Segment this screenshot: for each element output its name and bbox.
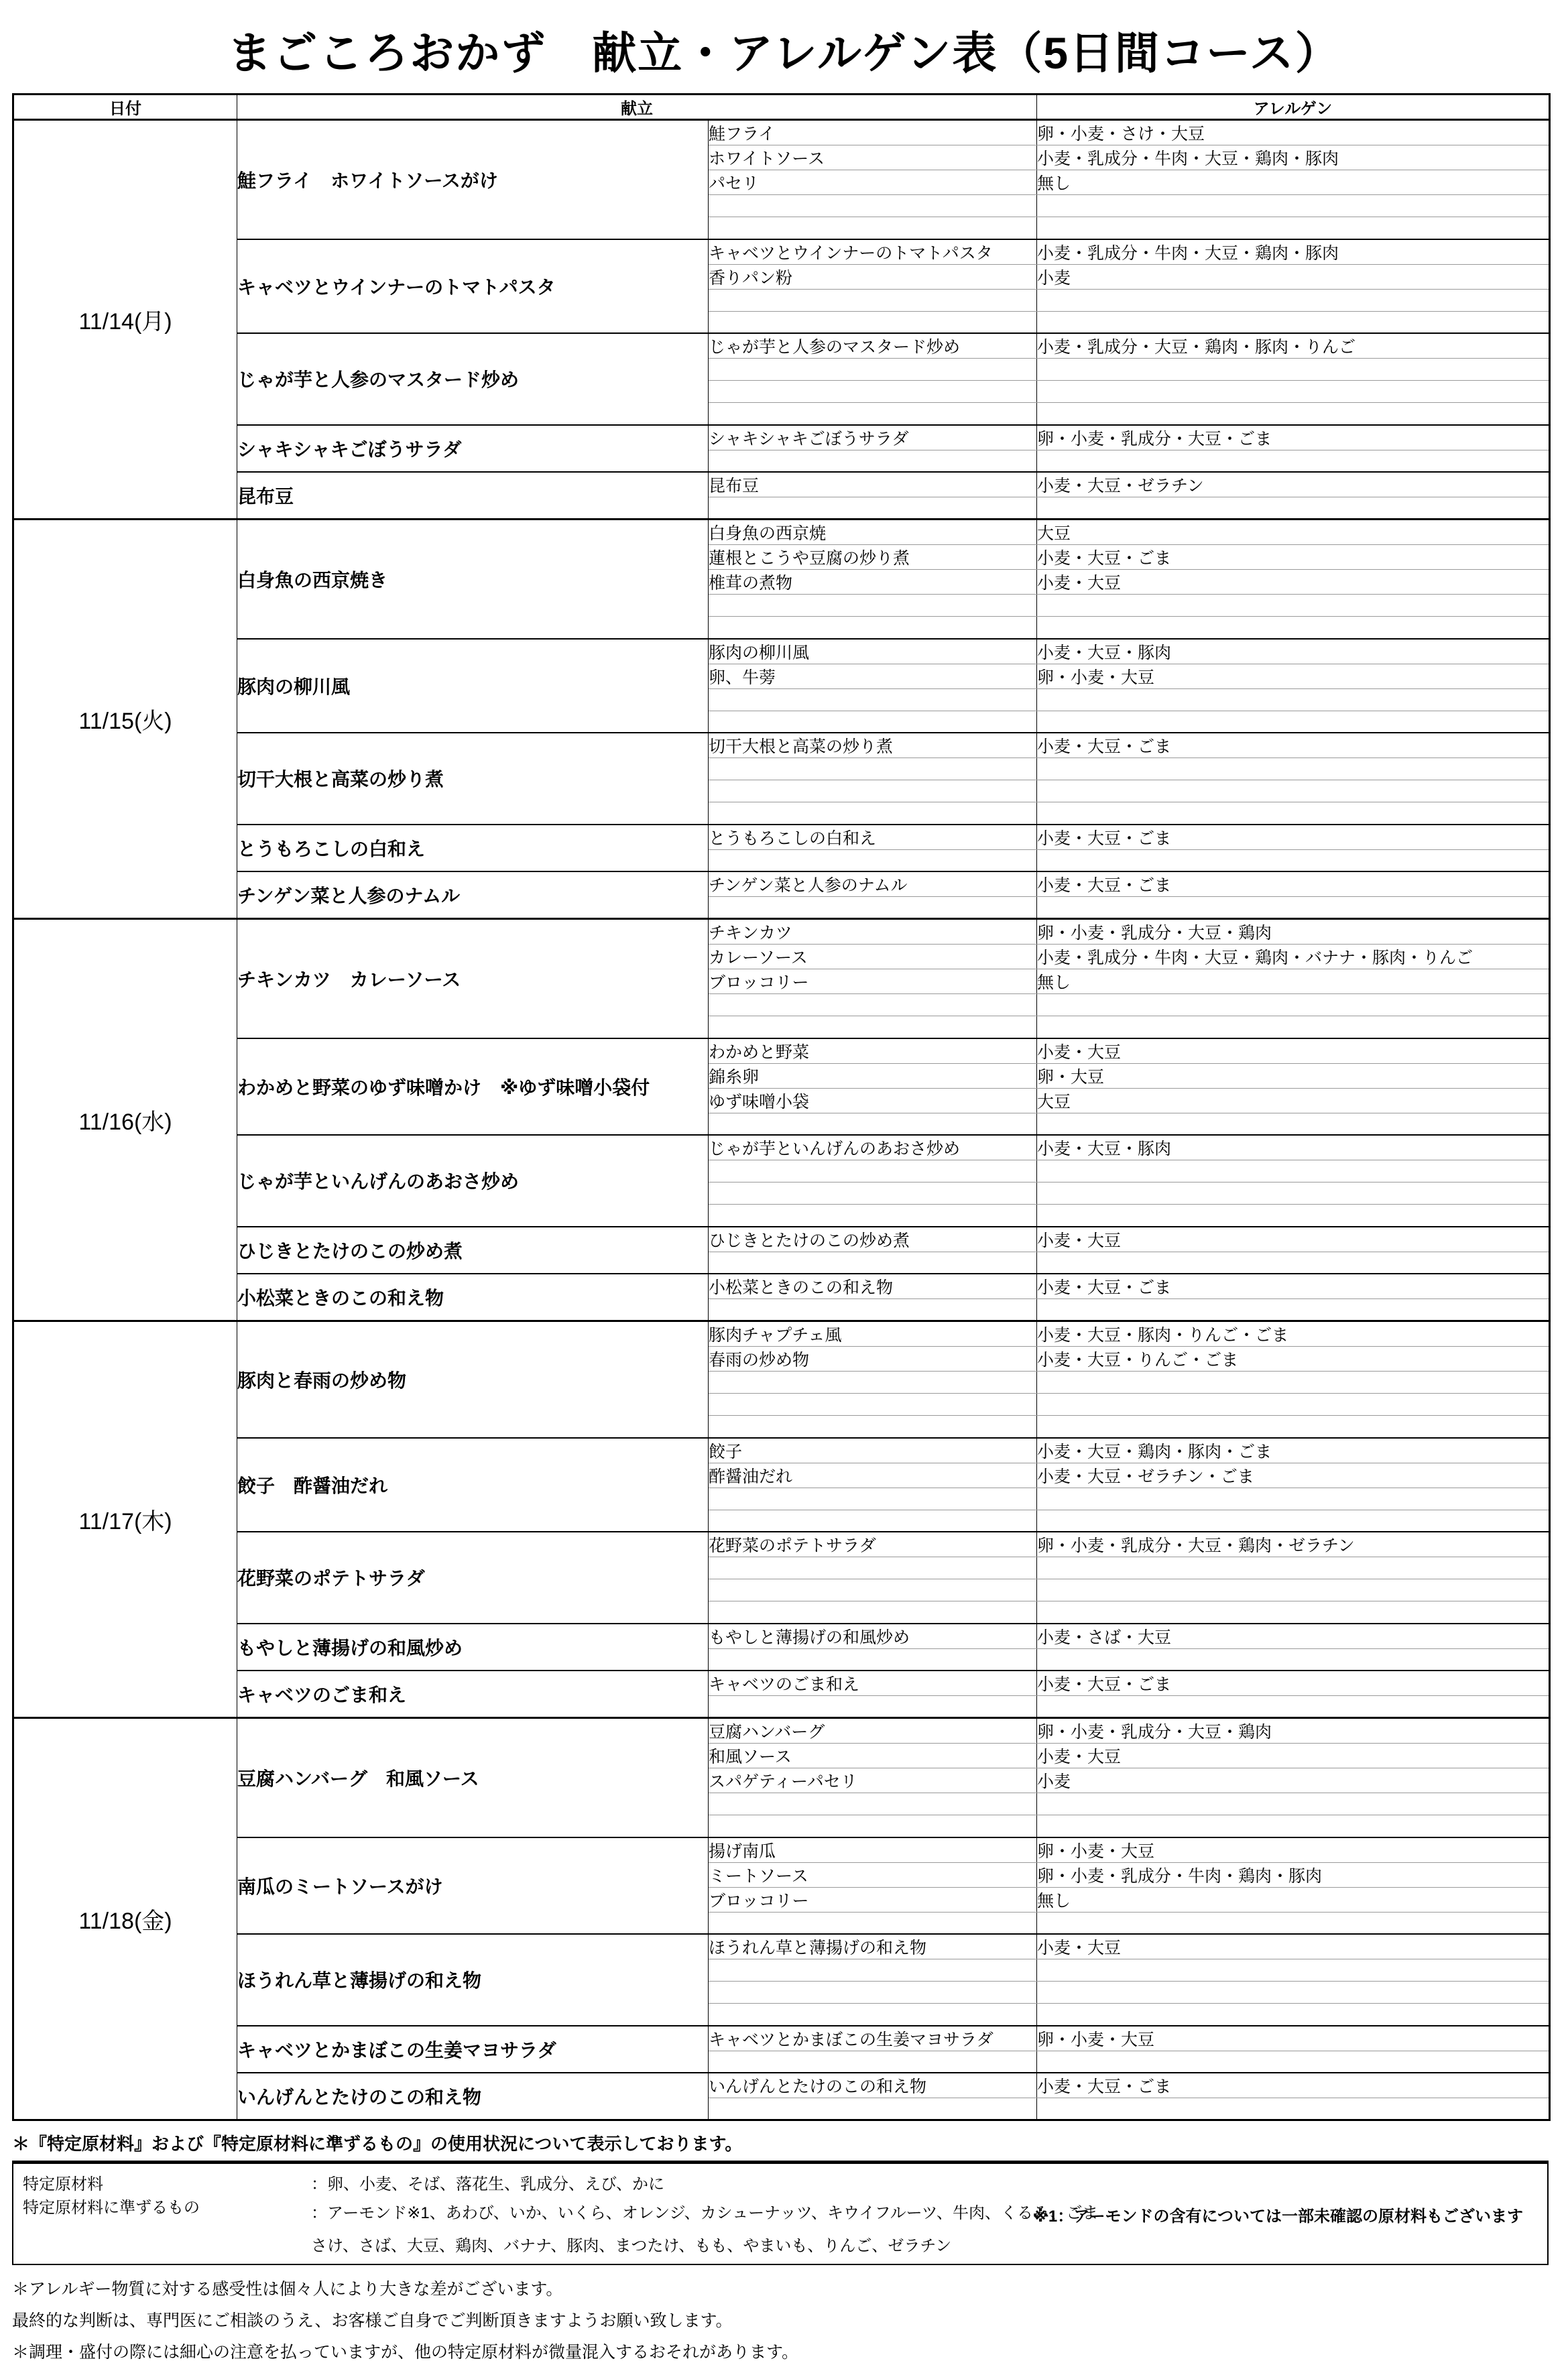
menu-item-cell: もやしと薄揚げの和風炒め <box>709 1624 1037 1649</box>
table-row <box>13 1624 1550 1649</box>
allergen-cell <box>1037 994 1550 1016</box>
menu-item-cell: 豚肉の柳川風 <box>709 639 1037 664</box>
table-row <box>13 1321 1550 1347</box>
allergen-cell: 小麦・大豆・ゼラチン・ごま <box>1037 1463 1550 1488</box>
allergen-cell <box>1037 1982 1550 2004</box>
allergen-cell: 小麦・乳成分・牛肉・大豆・鶏肉・バナナ・豚肉・りんご <box>1037 945 1550 969</box>
allergen-cell <box>1037 1488 1550 1510</box>
table-row <box>13 520 1550 545</box>
menu-item-cell <box>709 1510 1037 1532</box>
allergen-cell: 小麦・大豆 <box>1037 1038 1550 1064</box>
header-date: 日付 <box>13 95 237 120</box>
legend-value-quasi-line1: ：アーモンド※1、あわび、いか、いくら、オレンジ、カシューナッツ、キウイフルーツ、牛肉、くるみ、ごま <box>311 2204 1099 2222</box>
menu-item-cell <box>709 617 1037 639</box>
header-allergen: アレルゲン <box>1037 95 1550 120</box>
allergen-cell <box>1037 2098 1550 2120</box>
menu-item-cell: いんげんとたけのこの和え物 <box>709 2073 1037 2098</box>
allergen-cell <box>1037 802 1550 825</box>
table-row <box>13 1038 1550 1064</box>
menu-item-cell <box>709 711 1037 733</box>
legend-box <box>12 2163 1549 2265</box>
footer-notes <box>12 2276 1568 2363</box>
allergen-cell <box>1037 1160 1550 1183</box>
table-row <box>13 1227 1550 1252</box>
dish-name-cell: チンゲン菜と人参のナムル <box>237 871 709 919</box>
menu-item-cell <box>709 403 1037 425</box>
allergen-cell: 卵・小麦・さけ・大豆 <box>1037 120 1550 145</box>
allergen-cell <box>1037 758 1550 780</box>
allergen-cell: 小麦・大豆・ごま <box>1037 733 1550 758</box>
menu-item-cell: ひじきとたけのこの炒め煮 <box>709 1227 1037 1252</box>
menu-item-cell <box>709 1601 1037 1624</box>
date-cell: 11/18(金) <box>13 1718 237 2120</box>
allergen-cell <box>1037 1793 1550 1815</box>
menu-item-cell <box>709 688 1037 711</box>
allergen-cell: 卵・小麦・大豆 <box>1037 664 1550 688</box>
allergen-cell <box>1037 450 1550 472</box>
menu-item-cell: 椎茸の煮物 <box>709 570 1037 595</box>
allergen-cell <box>1037 1372 1550 1394</box>
table-row <box>13 871 1550 897</box>
table-row <box>13 919 1550 945</box>
menu-item-cell <box>709 450 1037 472</box>
menu-item-cell <box>709 1016 1037 1038</box>
table-row <box>13 425 1550 450</box>
allergen-cell <box>1037 1205 1550 1227</box>
allergen-cell <box>1037 1252 1550 1274</box>
menu-item-cell <box>709 1252 1037 1274</box>
dish-name-cell: キャベツとウインナーのトマトパスタ <box>237 239 709 334</box>
allergen-cell: 卵・小麦・乳成分・大豆・鶏肉 <box>1037 1718 1550 1744</box>
menu-item-cell: とうもろこしの白和え <box>709 825 1037 850</box>
table-row <box>13 472 1550 497</box>
allergen-cell: 卵・小麦・乳成分・大豆・鶏肉・ゼラチン <box>1037 1532 1550 1557</box>
allergen-cell <box>1037 1557 1550 1579</box>
table-row <box>13 733 1550 758</box>
dish-name-cell: 豆腐ハンバーグ 和風ソース <box>237 1718 709 1837</box>
menu-item-cell: 豚肉チャプチェ風 <box>709 1321 1037 1347</box>
dish-name-cell: キャベツのごま和え <box>237 1671 709 1718</box>
legend-value-quasi-line2: さけ、さば、大豆、鶏肉、バナナ、豚肉、まつたけ、もも、やまいも、りんご、ゼラチン <box>311 2237 952 2255</box>
menu-item-cell: キャベツとかまぼこの生姜マヨサラダ <box>709 2026 1037 2051</box>
allergen-cell: 卵・小麦・大豆 <box>1037 1837 1550 1863</box>
menu-item-cell <box>709 1416 1037 1438</box>
allergen-cell: 小麦・大豆・ゼラチン <box>1037 472 1550 497</box>
menu-item-cell: 揚げ南瓜 <box>709 1837 1037 1863</box>
menu-item-cell <box>709 1959 1037 1982</box>
menu-item-cell: 香りパン粉 <box>709 264 1037 289</box>
allergen-cell: 小麦・大豆・鶏肉・豚肉・ごま <box>1037 1438 1550 1463</box>
allergen-cell <box>1037 595 1550 617</box>
dish-name-cell: 小松菜ときのこの和え物 <box>237 1274 709 1321</box>
dish-name-cell: チキンカツ カレーソース <box>237 919 709 1038</box>
dish-name-cell: ひじきとたけのこの炒め煮 <box>237 1227 709 1274</box>
allergen-cell: 小麦・大豆・ごま <box>1037 545 1550 570</box>
menu-item-cell <box>709 195 1037 217</box>
footer-note-line: 最終的な判断は、専門医にご相談のうえ、お客様ご自身でご判断頂きますようお願い致します。 <box>12 2311 733 2330</box>
menu-item-cell: キャベツのごま和え <box>709 1671 1037 1696</box>
allergen-cell: 大豆 <box>1037 520 1550 545</box>
table-row <box>13 333 1550 359</box>
table-row <box>13 1274 1550 1299</box>
menu-item-cell: シャキシャキごぼうサラダ <box>709 425 1037 450</box>
dish-name-cell: 花野菜のポテトサラダ <box>237 1532 709 1624</box>
allergen-cell: 小麦 <box>1037 1768 1550 1793</box>
menu-item-cell <box>709 1372 1037 1394</box>
menu-item-cell: パセリ <box>709 170 1037 195</box>
allergen-cell <box>1037 780 1550 802</box>
menu-item-cell: キャベツとウインナーのトマトパスタ <box>709 239 1037 265</box>
allergen-cell <box>1037 195 1550 217</box>
menu-item-cell: 蓮根とこうや豆腐の炒り煮 <box>709 545 1037 570</box>
table-row <box>13 2026 1550 2051</box>
menu-item-cell: 鮭フライ <box>709 120 1037 145</box>
allergen-cell: 小麦・乳成分・牛肉・大豆・鶏肉・豚肉 <box>1037 145 1550 170</box>
menu-item-cell <box>709 1982 1037 2004</box>
allergen-cell <box>1037 289 1550 311</box>
dish-name-cell: 切干大根と高菜の炒り煮 <box>237 733 709 825</box>
allergen-cell <box>1037 1696 1550 1718</box>
menu-item-cell <box>709 849 1037 871</box>
menu-item-cell: 白身魚の西京焼 <box>709 520 1037 545</box>
menu-item-cell: じゃが芋と人参のマスタード炒め <box>709 333 1037 359</box>
allergen-cell: 小麦・大豆 <box>1037 1934 1550 1959</box>
menu-item-cell <box>709 497 1037 520</box>
allergen-table <box>12 93 1551 2121</box>
dish-name-cell: 鮭フライ ホワイトソースがけ <box>237 120 709 239</box>
menu-item-cell <box>709 1579 1037 1601</box>
allergen-cell <box>1037 1016 1550 1038</box>
dish-name-cell: キャベツとかまぼこの生姜マヨサラダ <box>237 2026 709 2073</box>
allergen-cell: 無し <box>1037 969 1550 994</box>
dish-name-cell: とうもろこしの白和え <box>237 825 709 872</box>
allergen-cell: 小麦・大豆・ごま <box>1037 871 1550 897</box>
date-cell: 11/17(木) <box>13 1321 237 1718</box>
dish-name-cell: いんげんとたけのこの和え物 <box>237 2073 709 2120</box>
menu-item-cell: 酢醤油だれ <box>709 1463 1037 1488</box>
allergen-cell <box>1037 1579 1550 1601</box>
menu-item-cell <box>709 2051 1037 2073</box>
dish-name-cell: 豚肉の柳川風 <box>237 639 709 733</box>
allergen-cell <box>1037 1959 1550 1982</box>
allergen-cell <box>1037 897 1550 919</box>
menu-item-cell: ブロッコリー <box>709 1887 1037 1912</box>
allergen-cell: 小麦・大豆・ごま <box>1037 825 1550 850</box>
allergen-cell <box>1037 1394 1550 1416</box>
dish-name-cell: 豚肉と春雨の炒め物 <box>237 1321 709 1438</box>
allergen-cell: 小麦・大豆・豚肉 <box>1037 1135 1550 1160</box>
dish-name-cell: ほうれん草と薄揚げの和え物 <box>237 1934 709 2026</box>
menu-item-cell <box>709 289 1037 311</box>
menu-item-cell <box>709 1488 1037 1510</box>
menu-item-cell <box>709 217 1037 239</box>
menu-item-cell <box>709 1815 1037 1837</box>
allergen-cell <box>1037 311 1550 333</box>
legend-row-specified <box>23 2171 1547 2194</box>
dish-name-cell: わかめと野菜のゆず味噌かけ ※ゆず味噌小袋付 <box>237 1038 709 1136</box>
menu-item-cell: 餃子 <box>709 1438 1037 1463</box>
allergen-cell <box>1037 617 1550 639</box>
menu-item-cell: 昆布豆 <box>709 472 1037 497</box>
allergen-cell: 大豆 <box>1037 1088 1550 1113</box>
menu-item-cell: カレーソース <box>709 945 1037 969</box>
allergen-cell: 小麦 <box>1037 264 1550 289</box>
allergen-cell: 小麦・大豆 <box>1037 1744 1550 1768</box>
legend-label-quasi: 特定原材料に準ずるもの <box>23 2199 200 2217</box>
table-row <box>13 1438 1550 1463</box>
menu-item-cell: 豆腐ハンバーグ <box>709 1718 1037 1744</box>
allergen-cell <box>1037 849 1550 871</box>
allergen-cell: 小麦・大豆 <box>1037 570 1550 595</box>
menu-item-cell: ホワイトソース <box>709 145 1037 170</box>
allergen-cell <box>1037 1912 1550 1934</box>
menu-item-cell: 切干大根と高菜の炒り煮 <box>709 733 1037 758</box>
table-row <box>13 639 1550 664</box>
menu-item-cell <box>709 2098 1037 2120</box>
menu-item-cell: ミートソース <box>709 1862 1037 1887</box>
menu-item-cell <box>709 758 1037 780</box>
allergen-cell: 小麦・乳成分・大豆・鶏肉・豚肉・りんご <box>1037 333 1550 359</box>
menu-item-cell: わかめと野菜 <box>709 1038 1037 1064</box>
allergen-cell: 卵・小麦・乳成分・大豆・鶏肉 <box>1037 919 1550 945</box>
menu-item-cell: ブロッコリー <box>709 969 1037 994</box>
allergen-cell <box>1037 359 1550 381</box>
menu-item-cell <box>709 994 1037 1016</box>
table-header-row <box>13 95 1550 120</box>
menu-item-cell: ほうれん草と薄揚げの和え物 <box>709 1934 1037 1959</box>
menu-item-cell: チンゲン菜と人参のナムル <box>709 871 1037 897</box>
table-row <box>13 1135 1550 1160</box>
date-cell: 11/14(月) <box>13 120 237 520</box>
page-title: まごころおかず 献立・アレルゲン表（5日間コース） <box>227 28 1341 78</box>
legend-label-specified: 特定原材料 <box>23 2175 103 2193</box>
menu-item-cell: 春雨の炒め物 <box>709 1347 1037 1372</box>
table-row <box>13 1934 1550 1959</box>
footer-note-line: ＊アレルギー物質に対する感受性は個々人により大きな差がございます。 <box>12 2280 563 2299</box>
allergen-cell: 卵・小麦・乳成分・大豆・ごま <box>1037 425 1550 450</box>
menu-item-cell: スパゲティーパセリ <box>709 1768 1037 1793</box>
allergen-cell <box>1037 1299 1550 1321</box>
menu-item-cell <box>709 1648 1037 1671</box>
allergen-cell: 小麦・大豆 <box>1037 1227 1550 1252</box>
menu-item-cell <box>709 1160 1037 1183</box>
allergen-cell <box>1037 1648 1550 1671</box>
legend-value-specified: ：卵、小麦、そば、落花生、乳成分、えび、かに <box>311 2175 665 2193</box>
allergen-cell: 小麦・大豆・ごま <box>1037 1274 1550 1299</box>
menu-item-cell <box>709 595 1037 617</box>
allergen-cell: 小麦・大豆・りんご・ごま <box>1037 1347 1550 1372</box>
dish-name-cell: 餃子 酢醤油だれ <box>237 1438 709 1532</box>
legend-note-almond: ※1：アーモンドの含有については一部未確認の原材料もございます <box>1032 2207 1523 2226</box>
table-row <box>13 239 1550 265</box>
menu-item-cell <box>709 897 1037 919</box>
date-cell: 11/15(火) <box>13 520 237 919</box>
footer-note-line: ＊調理・盛付の際には細心の注意を払っていますが、他の特定原材料が微量混入するおそれがあります。 <box>12 2343 799 2362</box>
dish-name-cell: 南瓜のミートソースがけ <box>237 1837 709 1935</box>
menu-item-cell: じゃが芋といんげんのあおさ炒め <box>709 1135 1037 1160</box>
usage-note: ＊『特定原材料』および『特定原材料に準ずるもの』の使用状況について表示しております。 <box>12 2130 1549 2163</box>
allergen-cell <box>1037 688 1550 711</box>
table-row <box>13 825 1550 850</box>
allergen-cell: 小麦・大豆・豚肉・りんご・ごま <box>1037 1321 1550 1347</box>
menu-item-cell <box>709 359 1037 381</box>
allergen-cell: 小麦・大豆・ごま <box>1037 2073 1550 2098</box>
allergen-cell <box>1037 497 1550 520</box>
dish-name-cell: 昆布豆 <box>237 472 709 520</box>
allergen-cell <box>1037 1416 1550 1438</box>
menu-item-cell <box>709 311 1037 333</box>
menu-item-cell: 花野菜のポテトサラダ <box>709 1532 1037 1557</box>
allergen-cell <box>1037 217 1550 239</box>
dish-name-cell: もやしと薄揚げの和風炒め <box>237 1624 709 1671</box>
dish-name-cell: シャキシャキごぼうサラダ <box>237 425 709 473</box>
table-row <box>13 1532 1550 1557</box>
table-row <box>13 1837 1550 1863</box>
menu-item-cell <box>709 1299 1037 1321</box>
allergen-cell: 小麦・さば・大豆 <box>1037 1624 1550 1649</box>
menu-item-cell <box>709 780 1037 802</box>
allergen-cell <box>1037 2051 1550 2073</box>
table-row <box>13 1718 1550 1744</box>
dish-name-cell: 白身魚の西京焼き <box>237 520 709 639</box>
allergen-cell <box>1037 1601 1550 1624</box>
allergen-cell: 小麦・乳成分・牛肉・大豆・鶏肉・豚肉 <box>1037 239 1550 265</box>
allergen-cell <box>1037 2004 1550 2026</box>
allergen-cell <box>1037 381 1550 403</box>
menu-item-cell <box>709 1205 1037 1227</box>
menu-item-cell <box>709 1696 1037 1718</box>
menu-item-cell: ゆず味噌小袋 <box>709 1088 1037 1113</box>
allergen-cell <box>1037 1510 1550 1532</box>
menu-item-cell <box>709 1912 1037 1934</box>
allergen-cell <box>1037 1113 1550 1135</box>
allergen-cell <box>1037 1815 1550 1837</box>
menu-item-cell <box>709 1113 1037 1135</box>
menu-item-cell: 小松菜ときのこの和え物 <box>709 1274 1037 1299</box>
menu-item-cell: 錦糸卵 <box>709 1063 1037 1088</box>
allergen-cell: 無し <box>1037 170 1550 195</box>
table-row <box>13 120 1550 145</box>
legend-value-quasi <box>311 2194 1098 2256</box>
allergen-cell: 卵・小麦・乳成分・牛肉・鶏肉・豚肉 <box>1037 1862 1550 1887</box>
menu-item-cell <box>709 2004 1037 2026</box>
allergen-cell: 卵・大豆 <box>1037 1063 1550 1088</box>
menu-item-cell: チキンカツ <box>709 919 1037 945</box>
table-row <box>13 1671 1550 1696</box>
dish-name-cell: じゃが芋といんげんのあおさ炒め <box>237 1135 709 1227</box>
menu-item-cell: 卵、牛蒡 <box>709 664 1037 688</box>
allergen-cell <box>1037 1183 1550 1205</box>
menu-item-cell <box>709 802 1037 825</box>
header-menu: 献立 <box>237 95 1037 120</box>
allergen-cell: 小麦・大豆・ごま <box>1037 1671 1550 1696</box>
menu-item-cell <box>709 1793 1037 1815</box>
menu-item-cell <box>709 1183 1037 1205</box>
allergen-cell: 卵・小麦・大豆 <box>1037 2026 1550 2051</box>
allergen-cell <box>1037 711 1550 733</box>
table-row <box>13 2073 1550 2098</box>
menu-item-cell: 和風ソース <box>709 1744 1037 1768</box>
allergen-cell: 無し <box>1037 1887 1550 1912</box>
date-cell: 11/16(水) <box>13 919 237 1321</box>
allergen-cell: 小麦・大豆・豚肉 <box>1037 639 1550 664</box>
menu-item-cell <box>709 1557 1037 1579</box>
dish-name-cell: じゃが芋と人参のマスタード炒め <box>237 333 709 425</box>
menu-item-cell <box>709 1394 1037 1416</box>
allergen-cell <box>1037 403 1550 425</box>
menu-item-cell <box>709 381 1037 403</box>
